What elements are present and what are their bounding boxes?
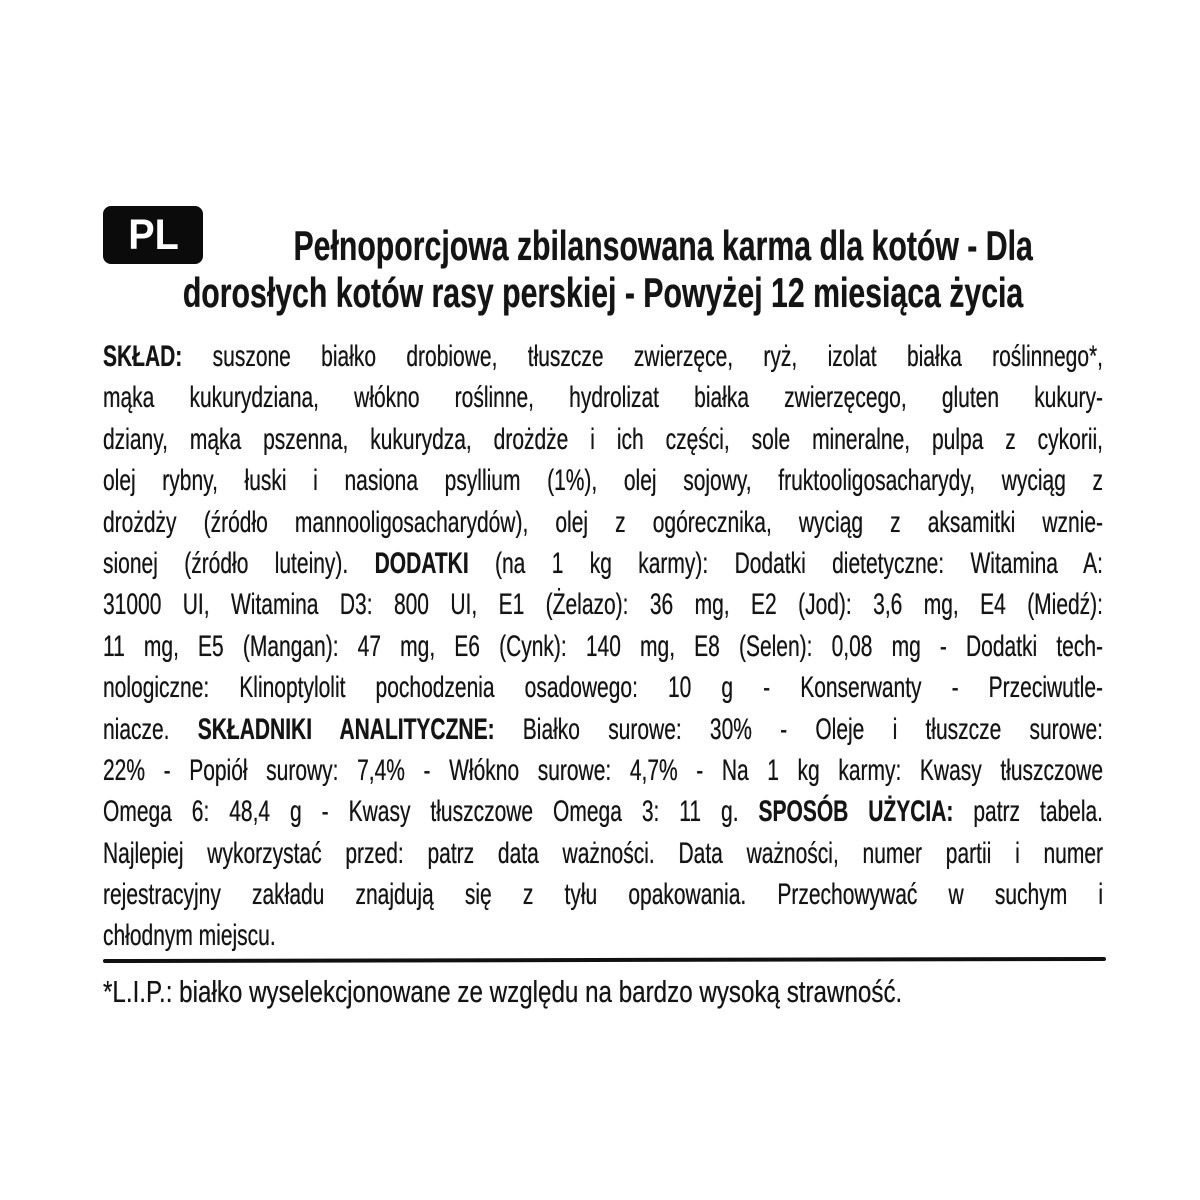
product-title-line1: Pełnoporcjowa zbilansowana karma dla kotów - Dla (293, 222, 1033, 269)
body-bold-segment: SKŁAD: (103, 340, 183, 373)
body-text-segment: olej rybny, łuski i nasiona psyllium (1%), olej sojowy, fruktooligosacharydy, wyciąg z (103, 464, 1104, 498)
body-text-segment: dziany, mąka pszenna, kukurydza, drożdże i ich części, sole mineralne, pulpa z cykorii, (103, 422, 1104, 456)
body-text-segment: chłodnym miejscu. (103, 919, 276, 953)
language-badge (103, 206, 203, 264)
body-text-segment: mąka kukurydziana, włókno roślinne, hydrolizat białka zwierzęcego, gluten kukury- (103, 381, 1104, 415)
body-line (103, 626, 1103, 667)
body-text-segment: rejestracyjny zakładu znajdują się z tyłu opakowania. Przechowywać w suchym i (103, 878, 1104, 912)
body-line (103, 750, 1103, 791)
body-bold-segment: DODATKI (374, 546, 469, 580)
body-text-segment: suszone białko drobiowe, tłuszcze zwierzęce, ryż, izolat białka roślinnego*, (182, 340, 1104, 373)
body-text-segment: (na 1 kg karmy): Dodatki dietetyczne: Witamina A: (468, 546, 1104, 580)
body-text-segment: Omega 6: 48,4 g - Kwasy tłuszczowe Omega 3: 11 g. (103, 795, 759, 829)
body-text-segment: nologiczne: Klinoptylolit pochodzenia osadowego: 10 g - Konserwanty - Przeciwutle- (103, 671, 1104, 705)
body-line (103, 667, 1103, 708)
product-title-line2: dorosłych kotów rasy perskiej - Powyżej 12 miesiąca życia (182, 269, 1024, 316)
language-badge-text: PL (127, 210, 179, 259)
body-line (103, 502, 1103, 543)
body-text-segment: Białko surowe: 30% - Oleje i tłuszcze surowe: (494, 712, 1104, 746)
body-line (103, 419, 1103, 460)
body-text-segment: sionej (źródło luteiny). (103, 546, 375, 580)
body-text-segment: 11 mg, E5 (Mangan): 47 mg, E6 (Cynk): 140 mg, E8 (Selen): 0,08 mg - Dodatki tech- (103, 629, 1104, 663)
body-line (103, 377, 1103, 418)
body-line (103, 460, 1103, 501)
body-line (103, 833, 1103, 874)
body-text-segment: patrz tabela. (953, 795, 1104, 829)
body-text-segment: 31000 UI, Witamina D3: 800 UI, E1 (Żelazo): 36 mg, E2 (Jod): 3,6 mg, E4 (Miedź): (103, 588, 1104, 622)
header (103, 210, 1103, 316)
product-title (103, 222, 1103, 316)
body-text-segment: drożdży (źródło mannooligosacharydów), olej z ogórecznika, wyciąg z aksamitki wznie- (103, 505, 1104, 539)
body-line (103, 336, 1103, 377)
body-line (103, 791, 1103, 832)
separator-line (103, 957, 1106, 963)
body-line (103, 543, 1103, 584)
body-text-segment: Najlepiej wykorzystać przed: patrz data ważności. Data ważności, numer partii i numer (103, 836, 1104, 870)
body-bold-segment: SPOSÓB UŻYCIA: (758, 795, 954, 829)
body-line (103, 874, 1103, 915)
lip-footnote: *L.I.P.: białko wyselekcjonowane ze względu na bardzo wysoką strawność. (103, 974, 903, 1009)
body-line (103, 709, 1103, 750)
ingredients-block (103, 336, 1103, 957)
body-text-segment: 22% - Popiół surowy: 7,4% - Włókno surowe: 4,7% - Na 1 kg karmy: Kwasy tłuszczowe (103, 753, 1104, 787)
body-line (103, 915, 1103, 956)
body-bold-segment: SKŁADNIKI ANALITYCZNE: (197, 712, 495, 746)
body-line (103, 584, 1103, 625)
body-text-segment: niacze. (103, 712, 198, 746)
